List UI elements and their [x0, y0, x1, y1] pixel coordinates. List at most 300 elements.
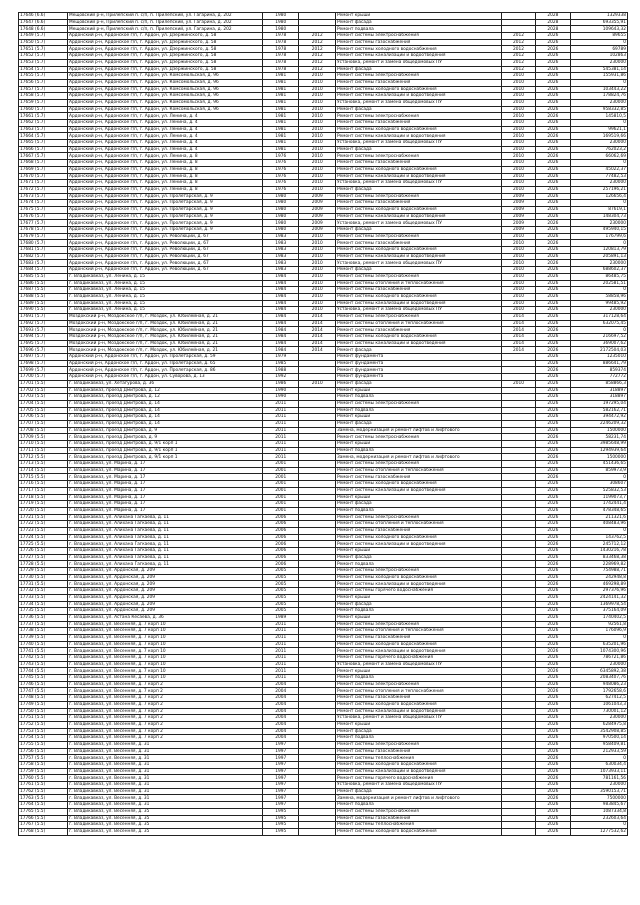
row-id-cell: 17752 (5.5)	[19, 721, 68, 728]
cost-cell: 2083407,76	[570, 675, 627, 682]
row-id-cell: 17666 (5.7)	[19, 146, 68, 153]
work-type-cell: Ремонт системы канализации и водоотведения	[335, 768, 501, 775]
row-id-cell: 17725 (5.5)	[19, 541, 68, 548]
address-cell: г. Владикавказ, ул. Ардонская, д. 209	[68, 594, 263, 601]
build-year-cell: 1997	[263, 748, 299, 755]
build-year-cell: 1989	[263, 614, 299, 621]
table-row	[19, 621, 628, 628]
address-cell: г. Владикавказ, ул. Марина, д. 17	[68, 487, 263, 494]
address-cell: Ардонский р-н, Ардонское г/п, г. Ардон, ул. Революции, д. 67	[68, 240, 263, 247]
work-type-cell: Ремонт системы электроснабжения	[335, 681, 501, 688]
work-type-cell: Ремонт системы холодного водоснабжения	[335, 574, 501, 581]
plan-year-cell: 2026	[536, 427, 570, 434]
plan-year-cell: 2026	[536, 374, 570, 381]
build-year-cell: 1981	[263, 126, 299, 133]
last-repair-year-cell: 2010	[299, 166, 335, 173]
plan-year-cell: 2026	[536, 628, 570, 635]
prev-year-cell	[501, 568, 535, 575]
row-id-cell: 17675 (5.7)	[19, 206, 68, 213]
cost-cell: 762023,2	[570, 146, 627, 153]
cost-cell: 99621,1	[570, 126, 627, 133]
last-repair-year-cell: 2009	[299, 206, 335, 213]
row-id-cell: 17651 (5.7)	[19, 46, 68, 53]
plan-year-cell: 2026	[536, 300, 570, 307]
row-id-cell: 17754 (5.5)	[19, 735, 68, 742]
plan-year-cell: 2026	[536, 548, 570, 555]
build-year-cell: 1981	[263, 86, 299, 93]
last-repair-year-cell	[299, 374, 335, 381]
address-cell: Ардонский р-н, Ардонское г/п, г. Ардон, ул. Дзержинского, д. 58	[68, 46, 263, 53]
prev-year-cell	[501, 608, 535, 615]
address-cell: Ардонский р-н, Ардонское г/п, г. Ардон, ул. Пролетарская, д. 9	[68, 193, 263, 200]
work-type-cell: Ремонт системы электроснабжения	[335, 621, 501, 628]
build-year-cell: 2006	[263, 527, 299, 534]
address-cell: г. Владикавказ, ул. Весенняя, д. 7 корп 10	[68, 675, 263, 682]
address-cell: Моздокский р-н, Моздокское г/п, г. Моздок, ул. Юбилейная, д. 21	[68, 340, 263, 347]
prev-year-cell	[501, 561, 535, 568]
row-id-cell: 17711 (5.5)	[19, 447, 68, 454]
cost-cell: 3590153,71	[570, 788, 627, 795]
work-type-cell: Ремонт фасада	[335, 19, 501, 26]
plan-year-cell: 2026	[536, 788, 570, 795]
plan-year-cell: 2026	[536, 39, 570, 46]
prev-year-cell	[501, 588, 535, 595]
address-cell: г. Владикавказ, ул. Весенняя, д. 31	[68, 741, 263, 748]
table-row	[19, 414, 628, 421]
last-repair-year-cell	[299, 474, 335, 481]
last-repair-year-cell	[299, 414, 335, 421]
address-cell: г. Владикавказ, ул. Весенняя, д. 7 корп 10	[68, 655, 263, 662]
cost-cell: 833468,38	[570, 554, 627, 561]
work-type-cell: Ремонт подвала	[335, 608, 501, 615]
address-cell: Ардонский р-н, Ардонское г/п, г. Ардон, ул. Ленина, д. 4	[68, 146, 263, 153]
work-type-cell: Ремонт фундамента	[335, 367, 501, 374]
document-page	[18, 12, 628, 836]
build-year-cell: 2005	[263, 574, 299, 581]
address-cell: г. Владикавказ, проезд Дмитрова, д. 14	[68, 400, 263, 407]
plan-year-cell: 2026	[536, 748, 570, 755]
cost-cell: 120813,79	[570, 247, 627, 254]
address-cell: г. Владикавказ, ул. Весенняя, д. 7 корп 2	[68, 735, 263, 742]
work-type-cell: Ремонт подвала	[335, 26, 501, 33]
build-year-cell: 2011	[263, 454, 299, 461]
last-repair-year-cell	[299, 681, 335, 688]
plan-year-cell: 2026	[536, 313, 570, 320]
plan-year-cell: 2026	[536, 126, 570, 133]
cost-cell: 7500000	[570, 795, 627, 802]
last-repair-year-cell	[299, 19, 335, 26]
work-type-cell: Ремонт системы холодного водоснабжения	[335, 641, 501, 648]
row-id-cell: 17724 (5.5)	[19, 534, 68, 541]
table-row	[19, 240, 628, 247]
cost-cell: 77482,53	[570, 173, 627, 180]
prev-year-cell: 2010	[501, 293, 535, 300]
cost-cell: 0	[570, 822, 627, 829]
table-row	[19, 588, 628, 595]
build-year-cell: 1995	[263, 808, 299, 815]
build-year-cell: 2001	[263, 467, 299, 474]
last-repair-year-cell: 2010	[299, 99, 335, 106]
plan-year-cell: 2026	[536, 280, 570, 287]
last-repair-year-cell: 2009	[299, 200, 335, 207]
last-repair-year-cell	[299, 788, 335, 795]
plan-year-cell: 2026	[536, 173, 570, 180]
cost-cell: 92561,8	[570, 621, 627, 628]
address-cell: г. Владикавказ, ул. Весенняя, д. 31	[68, 748, 263, 755]
build-year-cell: 1992	[263, 374, 299, 381]
row-id-cell: 17729 (5.5)	[19, 568, 68, 575]
plan-year-cell: 2026	[536, 79, 570, 86]
build-year-cell: 1990	[263, 387, 299, 394]
last-repair-year-cell: 2010	[299, 106, 335, 113]
address-cell: г. Владикавказ, ул. Весенняя, д. 7 корп 2	[68, 681, 263, 688]
plan-year-cell: 2026	[536, 86, 570, 93]
build-year-cell: 1983	[263, 233, 299, 240]
build-year-cell: 1984	[263, 327, 299, 334]
last-repair-year-cell	[299, 802, 335, 809]
build-year-cell: 1997	[263, 782, 299, 789]
plan-year-cell: 2026	[536, 327, 570, 334]
last-repair-year-cell: 2009	[299, 193, 335, 200]
address-cell: г. Владикавказ, проезд Дмитрова, д. 14	[68, 414, 263, 421]
prev-year-cell	[501, 414, 535, 421]
table-row	[19, 828, 628, 835]
row-id-cell: 17719 (5.5)	[19, 501, 68, 508]
address-cell: Ардонский р-н, Ардонское г/п, г. Ардон, ул. Пролетарская, д. 9	[68, 206, 263, 213]
table-row	[19, 273, 628, 280]
table-row	[19, 701, 628, 708]
plan-year-cell: 2026	[536, 808, 570, 815]
prev-year-cell: 2010	[501, 160, 535, 167]
work-type-cell: Замена, модернизация и ремонт лифтов и лифтового	[335, 795, 501, 802]
cost-cell: 632075,45	[570, 320, 627, 327]
address-cell: г. Владикавказ, проезд Дмитрова, д. 9/1 корп 1	[68, 441, 263, 448]
row-id-cell: 17748 (5.5)	[19, 695, 68, 702]
build-year-cell: 2005	[263, 568, 299, 575]
row-id-cell: 17761 (5.5)	[19, 782, 68, 789]
plan-year-cell: 2026	[536, 668, 570, 675]
prev-year-cell	[501, 728, 535, 735]
plan-year-cell: 2026	[536, 287, 570, 294]
table-row	[19, 782, 628, 789]
table-row	[19, 741, 628, 748]
prev-year-cell: 2014	[501, 340, 535, 347]
last-repair-year-cell	[299, 741, 335, 748]
row-id-cell: 17764 (5.5)	[19, 802, 68, 809]
work-type-cell: Ремонт фасада	[335, 267, 501, 274]
row-id-cell: 17696 (5.7)	[19, 347, 68, 354]
row-id-cell: 17681 (5.7)	[19, 247, 68, 254]
cost-cell: 0	[570, 120, 627, 127]
build-year-cell: 1983	[263, 260, 299, 267]
build-year-cell: 1984	[263, 334, 299, 341]
last-repair-year-cell: 2012	[299, 53, 335, 60]
last-repair-year-cell: 2010	[299, 307, 335, 314]
cost-cell: 318897	[570, 387, 627, 394]
row-id-cell: 17708 (5.5)	[19, 427, 68, 434]
plan-year-cell: 2026	[536, 802, 570, 809]
address-cell: г. Владикавказ, ул. Марина, д. 17	[68, 507, 263, 514]
work-type-cell: Ремонт подвала	[335, 735, 501, 742]
work-type-cell: Ремонт системы горячего водоснабжения	[335, 588, 501, 595]
cost-cell: 6345892,38	[570, 668, 627, 675]
plan-year-cell: 2028	[536, 26, 570, 33]
plan-year-cell: 2026	[536, 688, 570, 695]
build-year-cell: 1976	[263, 186, 299, 193]
row-id-cell: 17677 (5.7)	[19, 220, 68, 227]
build-year-cell: 1980	[263, 19, 299, 26]
prev-year-cell	[501, 467, 535, 474]
table-row	[19, 133, 628, 140]
build-year-cell: 1980	[263, 227, 299, 234]
cost-cell: 205891,13	[570, 253, 627, 260]
table-row	[19, 220, 628, 227]
build-year-cell: 1983	[263, 267, 299, 274]
address-cell: г. Владикавказ, ул. Весенняя, д. 7 корп 10	[68, 634, 263, 641]
prev-year-cell: 2014	[501, 327, 535, 334]
plan-year-cell: 2026	[536, 59, 570, 66]
prev-year-cell: 2010	[501, 173, 535, 180]
address-cell: г. Владикавказ, ул. Весенняя, д. 7 корп 2	[68, 708, 263, 715]
cost-cell: 66062,69	[570, 153, 627, 160]
address-cell: г. Владикавказ, ул. Марина, д. 17	[68, 461, 263, 468]
build-year-cell: 2005	[263, 581, 299, 588]
build-year-cell: 2006	[263, 554, 299, 561]
address-cell: г. Владикавказ, ул. Весенняя, д. 31	[68, 762, 263, 769]
plan-year-cell: 2026	[536, 293, 570, 300]
work-type-cell: Ремонт системы холодного водоснабжения	[335, 534, 501, 541]
plan-year-cell: 2026	[536, 53, 570, 60]
table-row	[19, 253, 628, 260]
work-type-cell: Установка, ремонт и замена общедомовых ПУ	[335, 715, 501, 722]
last-repair-year-cell	[299, 507, 335, 514]
prev-year-cell	[501, 407, 535, 414]
table-row	[19, 19, 628, 26]
cost-cell: 216697,52	[570, 334, 627, 341]
prev-year-cell	[501, 501, 535, 508]
work-type-cell: Ремонт системы холодного водоснабжения	[335, 126, 501, 133]
row-id-cell: 17699 (5.7)	[19, 367, 68, 374]
cost-cell: 408483,96	[570, 521, 627, 528]
cost-cell: 772772	[570, 374, 627, 381]
cost-cell: 688602,37	[570, 267, 627, 274]
cost-cell: 1792658,6	[570, 688, 627, 695]
address-cell: г. Владикавказ, проезд Дмитрова, д. 9	[68, 434, 263, 441]
table-row	[19, 487, 628, 494]
address-cell: Ардонский р-н, Ардонское г/п, г. Ардон, ул. Комсомольская, д. 96	[68, 93, 263, 100]
cost-cell: 394472,92	[570, 414, 627, 421]
row-id-cell: 17697 (5.7)	[19, 354, 68, 361]
plan-year-cell: 2026	[536, 180, 570, 187]
build-year-cell: 2011	[263, 621, 299, 628]
last-repair-year-cell	[299, 26, 335, 33]
address-cell: Ардонский р-н, Ардонское г/п, г. Ардон, ул. Дзержинского, д. 58	[68, 66, 263, 73]
build-year-cell: 2006	[263, 521, 299, 528]
address-cell: г. Владикавказ, ул. Астана Кесаева, д. 36	[68, 614, 263, 621]
work-type-cell: Установка, ремонт и замена общедомовых ПУ	[335, 260, 501, 267]
build-year-cell: 2006	[263, 534, 299, 541]
plan-year-cell: 2026	[536, 153, 570, 160]
address-cell: г. Владикавказ, ул. Ленина, д. 15	[68, 287, 263, 294]
row-id-cell: 17722 (5.5)	[19, 521, 68, 528]
last-repair-year-cell: 2010	[299, 260, 335, 267]
table-row	[19, 113, 628, 120]
work-type-cell: Ремонт системы теплоснабжения	[335, 822, 501, 829]
address-cell: г. Владикавказ, ул. Марина, д. 17	[68, 481, 263, 488]
cost-cell: 1500000	[570, 454, 627, 461]
address-cell: Ардонский р-н, Ардонское г/п, г. Ардон, ул. Ленина, д. 8	[68, 186, 263, 193]
work-type-cell: Ремонт системы газоснабжения	[335, 240, 501, 247]
row-id-cell: 17709 (5.5)	[19, 434, 68, 441]
work-type-cell: Ремонт системы газоснабжения	[335, 815, 501, 822]
last-repair-year-cell	[299, 427, 335, 434]
build-year-cell: 1995	[263, 828, 299, 835]
cost-cell: 582162,71	[570, 407, 627, 414]
plan-year-cell: 2026	[536, 481, 570, 488]
address-cell: г. Владикавказ, ул. Весенняя, д. 7 корп 10	[68, 621, 263, 628]
table-row	[19, 140, 628, 147]
work-type-cell: Ремонт системы газоснабжения	[335, 634, 501, 641]
prev-year-cell	[501, 701, 535, 708]
work-type-cell: Ремонт системы отопления и теплоснабжения	[335, 320, 501, 327]
work-type-cell: Замена, модернизация и ремонт лифтов и лифтового	[335, 427, 501, 434]
plan-year-cell: 2026	[536, 320, 570, 327]
address-cell: г. Владикавказ, ул. Марина, д. 17	[68, 494, 263, 501]
address-cell: Моздокский р-н, Моздокское г/п, г. Моздок, ул. Юбилейная, д. 21	[68, 320, 263, 327]
address-cell: Ардонский р-н, Ардонское г/п, г. Ардон, ул. Пролетарская, д. 59	[68, 354, 263, 361]
last-repair-year-cell	[299, 795, 335, 802]
row-id-cell: 17728 (5.5)	[19, 561, 68, 568]
plan-year-cell: 2026	[536, 521, 570, 528]
plan-year-cell: 2026	[536, 380, 570, 387]
plan-year-cell: 2026	[536, 146, 570, 153]
plan-year-cell: 2026	[536, 140, 570, 147]
last-repair-year-cell: 2010	[299, 79, 335, 86]
build-year-cell: 1997	[263, 755, 299, 762]
plan-year-cell: 2026	[536, 166, 570, 173]
table-row	[19, 66, 628, 73]
last-repair-year-cell: 2012	[299, 33, 335, 40]
last-repair-year-cell: 2010	[299, 126, 335, 133]
prev-year-cell: 2010	[501, 380, 535, 387]
work-type-cell: Ремонт системы теплоснабжения	[335, 755, 501, 762]
prev-year-cell	[501, 708, 535, 715]
work-type-cell: Ремонт фасада	[335, 347, 501, 354]
work-type-cell: Ремонт фасада	[335, 146, 501, 153]
last-repair-year-cell	[299, 715, 335, 722]
last-repair-year-cell	[299, 735, 335, 742]
last-repair-year-cell	[299, 534, 335, 541]
plan-year-cell: 2026	[536, 581, 570, 588]
build-year-cell: 1985	[263, 360, 299, 367]
plan-year-cell: 2026	[536, 186, 570, 193]
address-cell: г. Владикавказ, ул. Весенняя, д. 7 корп 2	[68, 715, 263, 722]
build-year-cell: 1980	[263, 193, 299, 200]
cost-cell: 102863	[570, 53, 627, 60]
last-repair-year-cell	[299, 768, 335, 775]
plan-year-cell: 2026	[536, 701, 570, 708]
address-cell: г. Владикавказ, ул. Ленина, д. 15	[68, 300, 263, 307]
table-row	[19, 655, 628, 662]
build-year-cell: 1978	[263, 39, 299, 46]
last-repair-year-cell	[299, 527, 335, 534]
table-row	[19, 173, 628, 180]
plan-year-cell: 2026	[536, 594, 570, 601]
last-repair-year-cell	[299, 574, 335, 581]
prev-year-cell: 2010	[501, 280, 535, 287]
address-cell: Ардонский р-н, Ардонское г/п, г. Ардон, ул. Пролетарская, д. 9	[68, 200, 263, 207]
last-repair-year-cell: 2010	[299, 153, 335, 160]
build-year-cell: 1997	[263, 802, 299, 809]
address-cell: Мещовский р-н, Прилепский п. с/п, п. Прилепский, ул. Гагарина, д. 202	[68, 13, 263, 20]
cost-cell: 178824,76	[570, 93, 627, 100]
row-id-cell: 17703 (5.5)	[19, 394, 68, 401]
address-cell: г. Владикавказ, ул. Алихана Гагкаева, д. 11	[68, 514, 263, 521]
work-type-cell: Ремонт крыши	[335, 668, 501, 675]
prev-year-cell: 2010	[501, 99, 535, 106]
build-year-cell: 1979	[263, 354, 299, 361]
work-type-cell: Ремонт системы электроснабжения	[335, 741, 501, 748]
row-id-cell: 17757 (5.5)	[19, 755, 68, 762]
last-repair-year-cell	[299, 695, 335, 702]
row-id-cell: 17686 (5.5)	[19, 280, 68, 287]
build-year-cell: 1981	[263, 93, 299, 100]
work-type-cell: Ремонт системы холодного водоснабжения	[335, 481, 501, 488]
plan-year-cell: 2026	[536, 447, 570, 454]
prev-year-cell	[501, 688, 535, 695]
work-type-cell: Ремонт крыши	[335, 414, 501, 421]
address-cell: Ардонский р-н, Ардонское г/п, г. Ардон, ул. Ленина, д. 8	[68, 180, 263, 187]
table-row	[19, 106, 628, 113]
prev-year-cell	[501, 634, 535, 641]
work-type-cell: Ремонт системы канализации и водоотведения	[335, 487, 501, 494]
last-repair-year-cell: 2010	[299, 293, 335, 300]
plan-year-cell: 2026	[536, 541, 570, 548]
address-cell: г. Владикавказ, ул. Хетагурова, д. 36	[68, 380, 263, 387]
cost-cell: 145810,5	[570, 113, 627, 120]
plan-year-cell: 2026	[536, 467, 570, 474]
work-type-cell: Ремонт системы канализации и водоотведения	[335, 340, 501, 347]
prev-year-cell	[501, 574, 535, 581]
build-year-cell: 2004	[263, 681, 299, 688]
address-cell: Ардонский р-н, Ардонское г/п, г. Ардон, ул. Ленина, д. 8	[68, 160, 263, 167]
cost-cell: 781161,56	[570, 775, 627, 782]
cost-cell: 230000	[570, 59, 627, 66]
build-year-cell: 2011	[263, 668, 299, 675]
cost-cell: 45022,37	[570, 166, 627, 173]
table-row	[19, 327, 628, 334]
plan-year-cell: 2026	[536, 334, 570, 341]
table-row	[19, 93, 628, 100]
cost-cell: 176096,9	[570, 628, 627, 635]
work-type-cell: Ремонт системы электроснабжения	[335, 514, 501, 521]
table-row	[19, 581, 628, 588]
prev-year-cell	[501, 614, 535, 621]
address-cell: Ардонский р-н, Ардонское г/п, г. Ардон, ул. Дзержинского, д. 58	[68, 53, 263, 60]
last-repair-year-cell	[299, 701, 335, 708]
address-cell: Ардонский р-н, Ардонское г/п, г. Ардон, ул. Пролетарская, д. 9	[68, 213, 263, 220]
table-row	[19, 788, 628, 795]
prev-year-cell	[501, 641, 535, 648]
work-type-cell: Ремонт системы холодного водоснабжения	[335, 334, 501, 341]
cost-cell: 859973,9	[570, 467, 627, 474]
row-id-cell: 17679 (5.7)	[19, 233, 68, 240]
cost-cell: 451436,65	[570, 461, 627, 468]
last-repair-year-cell	[299, 434, 335, 441]
plan-year-cell: 2028	[536, 13, 570, 20]
last-repair-year-cell: 2014	[299, 327, 335, 334]
cost-cell: 176799,6	[570, 233, 627, 240]
